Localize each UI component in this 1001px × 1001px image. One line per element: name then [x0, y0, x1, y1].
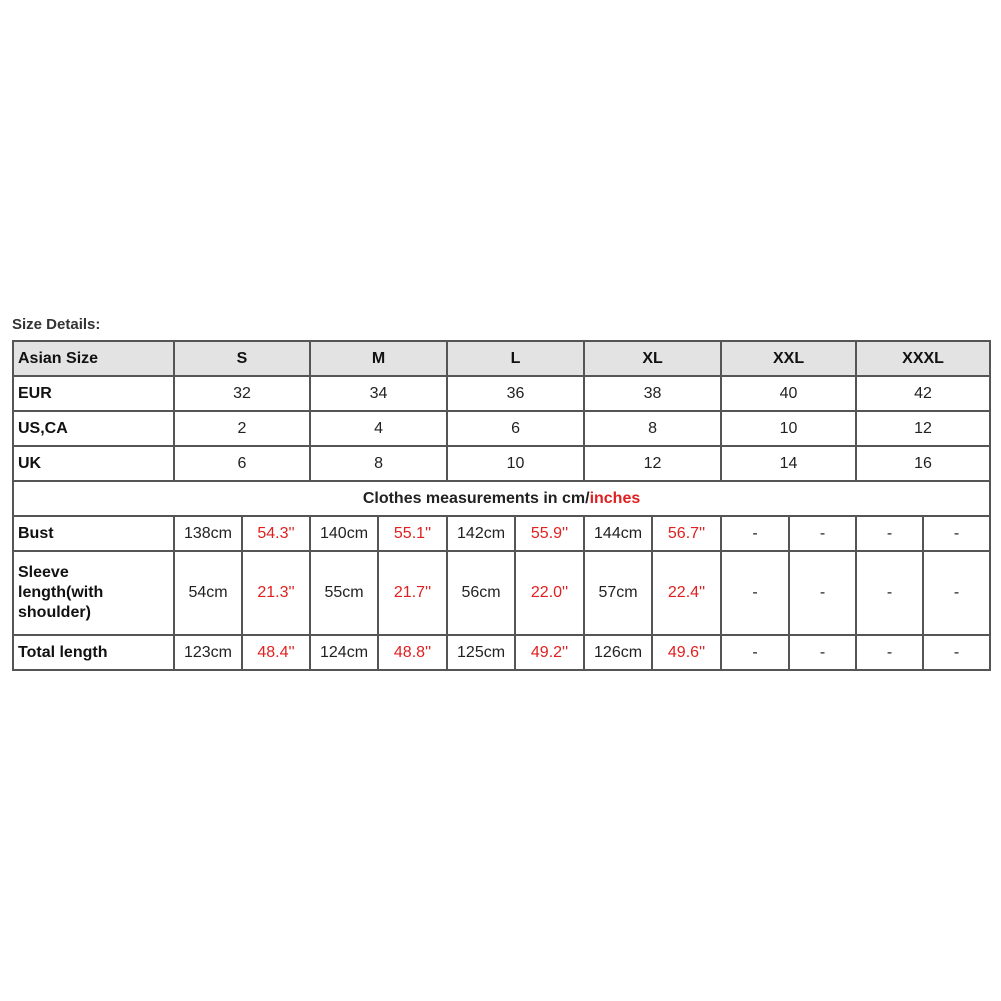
measurements-title-inches: inches — [589, 489, 641, 507]
us-ca-cell: 8 — [584, 411, 721, 446]
us-ca-cell: 12 — [856, 411, 990, 446]
bust-in-xxxl: - — [923, 516, 990, 551]
bust-in-xxl: - — [789, 516, 856, 551]
asian-size-label: Asian Size — [13, 341, 174, 376]
total-cm-xl: 126cm — [584, 635, 652, 670]
sleeve-cm-l: 56cm — [447, 551, 515, 635]
eur-label: EUR — [13, 376, 174, 411]
bust-row — [13, 516, 990, 551]
total-length-label: Total length — [13, 635, 174, 670]
measurements-title-row — [13, 481, 990, 516]
size-header-l: L — [447, 341, 584, 376]
total-in-l: 49.2'' — [515, 635, 584, 670]
bust-in-xl: 56.7'' — [652, 516, 721, 551]
bust-cm-s: 138cm — [174, 516, 242, 551]
us-ca-row — [13, 411, 990, 446]
us-ca-cell: 10 — [721, 411, 856, 446]
sleeve-label-line-3: shoulder) — [18, 604, 91, 621]
sleeve-in-m: 21.7'' — [378, 551, 447, 635]
uk-row — [13, 446, 990, 481]
eur-row — [13, 376, 990, 411]
sleeve-row — [13, 551, 990, 635]
sleeve-cm-xl: 57cm — [584, 551, 652, 635]
size-details-caption: Size Details: — [12, 316, 101, 333]
sleeve-label — [13, 551, 174, 635]
uk-cell: 6 — [174, 446, 310, 481]
sleeve-label-line-1: Sleeve — [18, 564, 69, 581]
uk-cell: 12 — [584, 446, 721, 481]
total-cm-s: 123cm — [174, 635, 242, 670]
bust-cm-xl: 144cm — [584, 516, 652, 551]
bust-cm-xxl: - — [721, 516, 789, 551]
sleeve-cm-xxxl: - — [856, 551, 923, 635]
bust-cm-l: 142cm — [447, 516, 515, 551]
sleeve-cm-xxl: - — [721, 551, 789, 635]
total-cm-xxl: - — [721, 635, 789, 670]
bust-in-m: 55.1'' — [378, 516, 447, 551]
total-cm-m: 124cm — [310, 635, 378, 670]
us-ca-cell: 4 — [310, 411, 447, 446]
sleeve-cm-s: 54cm — [174, 551, 242, 635]
eur-cell: 42 — [856, 376, 990, 411]
size-header-xl: XL — [584, 341, 721, 376]
size-header-row — [13, 341, 990, 376]
measurements-title — [13, 481, 990, 516]
sleeve-in-l: 22.0'' — [515, 551, 584, 635]
total-in-xl: 49.6'' — [652, 635, 721, 670]
bust-label: Bust — [13, 516, 174, 551]
total-cm-l: 125cm — [447, 635, 515, 670]
size-header-xxl: XXL — [721, 341, 856, 376]
uk-cell: 10 — [447, 446, 584, 481]
size-header-xxxl: XXXL — [856, 341, 990, 376]
us-ca-cell: 2 — [174, 411, 310, 446]
uk-cell: 8 — [310, 446, 447, 481]
sleeve-cm-m: 55cm — [310, 551, 378, 635]
bust-in-s: 54.3'' — [242, 516, 310, 551]
sleeve-label-line-2: length(with — [18, 584, 104, 601]
size-header-s: S — [174, 341, 310, 376]
sleeve-in-xxl: - — [789, 551, 856, 635]
total-in-m: 48.8'' — [378, 635, 447, 670]
uk-label: UK — [13, 446, 174, 481]
eur-cell: 32 — [174, 376, 310, 411]
eur-cell: 34 — [310, 376, 447, 411]
bust-cm-xxxl: - — [856, 516, 923, 551]
bust-in-l: 55.9'' — [515, 516, 584, 551]
total-in-xxxl: - — [923, 635, 990, 670]
uk-cell: 14 — [721, 446, 856, 481]
us-ca-cell: 6 — [447, 411, 584, 446]
sleeve-in-xl: 22.4'' — [652, 551, 721, 635]
size-header-m: M — [310, 341, 447, 376]
uk-cell: 16 — [856, 446, 990, 481]
eur-cell: 36 — [447, 376, 584, 411]
sleeve-in-xxxl: - — [923, 551, 990, 635]
total-cm-xxxl: - — [856, 635, 923, 670]
measurements-title-prefix: Clothes measurements in cm/ — [362, 489, 590, 507]
us-ca-label: US,CA — [13, 411, 174, 446]
total-in-s: 48.4'' — [242, 635, 310, 670]
total-in-xxl: - — [789, 635, 856, 670]
size-chart-table — [12, 340, 991, 671]
bust-cm-m: 140cm — [310, 516, 378, 551]
eur-cell: 38 — [584, 376, 721, 411]
sleeve-in-s: 21.3'' — [242, 551, 310, 635]
total-length-row — [13, 635, 990, 670]
eur-cell: 40 — [721, 376, 856, 411]
